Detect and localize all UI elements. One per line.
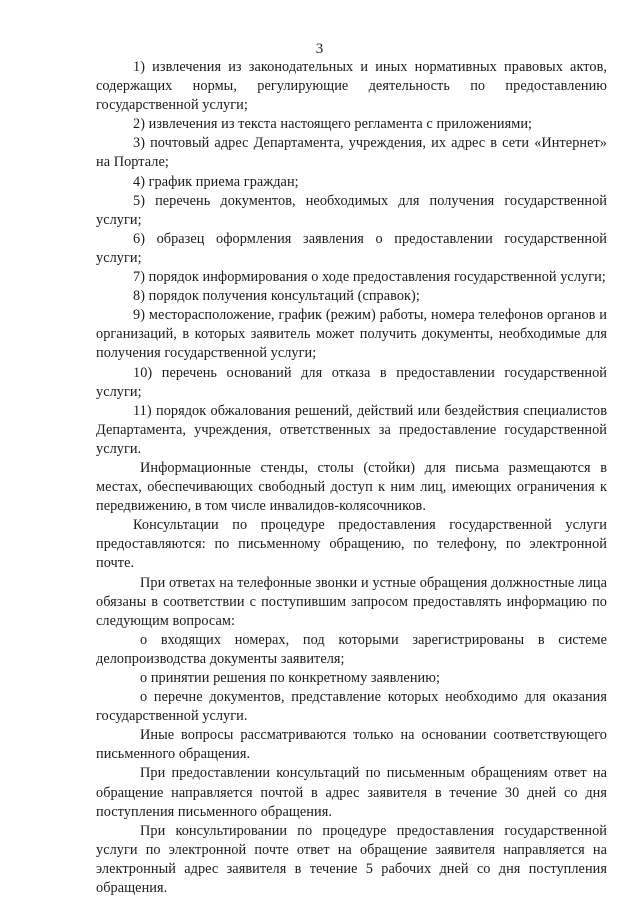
list-item-10: 10) перечень оснований для отказа в предоставлении государственной услуги; bbox=[96, 364, 607, 400]
list-item-8: 8) порядок получения консультаций (справок); bbox=[133, 288, 420, 305]
list-item-9: 9) месторасположение, график (режим) работы, номера телефонов органов и организаций, в которых заявитель может получить документы, необходимые для получения государственной услуги; bbox=[96, 307, 607, 362]
paragraph-other-questions: Иные вопросы рассматриваются только на основании соответствующего письменного обращения. bbox=[96, 727, 607, 763]
list-item-1: 1) извлечения из законодательных и иных нормативных правовых актов, содержащих нормы, регулирующие деятельность по предоставлению государственной услуги; bbox=[96, 59, 607, 114]
list-item-7: 7) порядок информирования о ходе предоставления государственной услуги; bbox=[133, 269, 606, 286]
list-item-2: 2) извлечения из текста настоящего регламента с приложениями; bbox=[133, 116, 533, 133]
paragraph-phone-answers: При ответах на телефонные звонки и устные обращения должностные лица обязаны в соответствии с поступившим запросом предоставлять информацию по следующим вопросам: bbox=[96, 574, 607, 629]
page-number: 3 bbox=[315, 41, 324, 57]
paragraph-email-consultations: При консультировании по процедуре предоставления государственной услуги по электронной почте ответ на обращение заявителя направляется на электронный адрес заявителя в течение 5 рабочих дней со дня поступления обращения. bbox=[96, 822, 607, 897]
paragraph-document-list: о перечне документов, представление которых необходимо для оказания государственной услуги. bbox=[96, 689, 607, 725]
paragraph-written-consultations: При предоставлении консультаций по письменным обращениям ответ на обращение направляется почтой в адрес заявителя в течение 30 дней со дня поступления письменного обращения. bbox=[96, 765, 607, 820]
paragraph-consultations: Консультации по процедуре предоставления государственной услуги предоставляются: по письменному обращению, по телефону, по электронной почте. bbox=[96, 517, 607, 572]
paragraph-incoming-numbers: о входящих номерах, под которыми зарегистрированы в системе делопроизводства документы заявителя; bbox=[96, 631, 607, 667]
list-item-5: 5) перечень документов, необходимых для получения государственной услуги; bbox=[96, 192, 607, 228]
paragraph-decision: о принятии решения по конкретному заявлению; bbox=[140, 670, 440, 686]
list-item-11: 11) порядок обжалования решений, действий или бездействия специалистов Департамента, учреждения, ответственных за предоставление государственной услуги. bbox=[96, 402, 607, 457]
paragraph-info-stands: Информационные стенды, столы (стойки) для письма размещаются в местах, обеспечивающих свободный доступ к ним лиц, имеющих ограничения к передвижению, в том числе инвалидов-колясочников. bbox=[96, 459, 607, 515]
list-item-3: 3) почтовый адрес Департамента, учреждения, их адрес в сети «Интернет» на Портале; bbox=[96, 135, 607, 171]
list-item-4: 4) график приема граждан; bbox=[133, 173, 299, 190]
document-body bbox=[96, 40, 607, 898]
list-item-6: 6) образец оформления заявления о предоставлении государственной услуги; bbox=[96, 230, 607, 266]
